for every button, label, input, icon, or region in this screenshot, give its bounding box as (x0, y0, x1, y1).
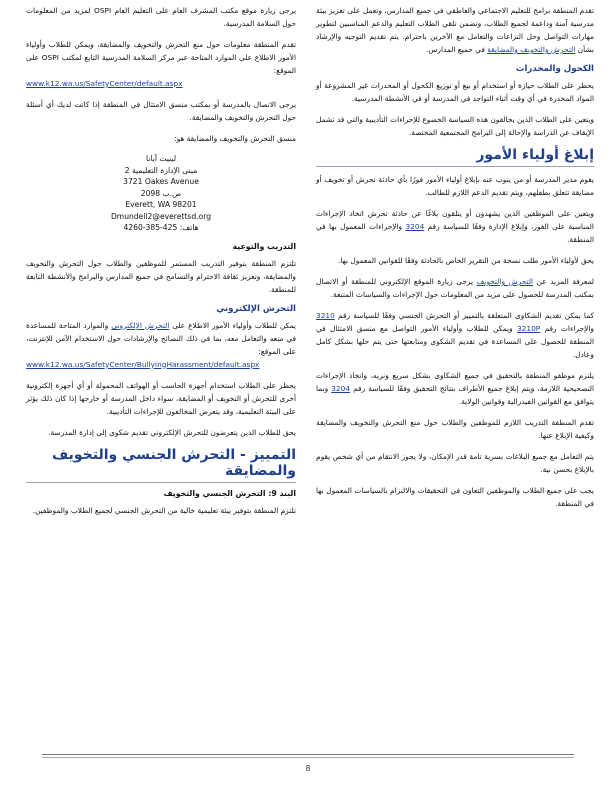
text: تقدم المنطقة معلومات حول منع التحرش والتخويف والمضايقة، ويمكن للطلاب وأولياء الأمور الاطلاع على الموارد المتاحة عبر مركز السلامة المدرسية التابع لمكتب (26, 40, 297, 62)
section-heading-discrimination: التمييز - التحرش الجنسي والتخويف والمضايقة (26, 447, 296, 483)
text: والموارد المتاحة للمساعدة في منعه والتعامل معه، بما في ذلك النصائح والإرشادات حول الاستخدام الآمن للإنترنت، على الموقع: (26, 320, 296, 356)
bullying-harassment-url-link[interactable]: www.k12.wa.us/SafetyCenter/BullyingHarassment/default.aspx (26, 359, 260, 369)
paragraph (26, 38, 296, 90)
footer-rule-secondary (42, 757, 574, 758)
paragraph: يحق للطلاب الذين يتعرضون للتحرش الإلكتروني تقديم شكوى إلى إدارة المدرسة. (48, 427, 296, 437)
section-heading-report: إبلاغ أولياء الأمور (316, 147, 594, 167)
cyberbullying-link[interactable]: التحرش الإلكتروني (111, 320, 170, 330)
text: يمكن للطلاب وأولياء الأمور الاطلاع على (172, 320, 296, 330)
bullying-link[interactable]: التحرش والتخويف والمضايقة (487, 45, 576, 54)
section-heading-drugs: الكحول والمخدرات (515, 64, 594, 74)
paragraph: يحظر على الطلاب حيازة أو استخدام أو بيع أو توزيع الكحول أو المخدرات غير المشروعة أو المواد المخدرة في أي وقت أثناء التواجد في المدرسة أو في الأنشطة المدرسية. (316, 81, 594, 103)
footer-rule (42, 754, 574, 755)
policy-3204-link-2[interactable]: 3204 (331, 384, 351, 393)
contact-email[interactable]: Dmundell2@everettsd.org (110, 211, 212, 221)
text: كما يمكن تقديم الشكاوى المتعلقة بالتمييز أو التحرش الجنسي وفقًا للسياسة رقم (338, 311, 594, 320)
section-heading-cyber: التحرش الإلكتروني (216, 303, 296, 314)
text: يلتزم موظفو المنطقة بالتحقيق في جميع الشكاوى بشكل سريع ونزيه، واتخاذ الإجراءات التصحيحية اللازمة، ويتم إبلاغ جميع الأطراف بنتائج التحقيق وفقًا للسياسة رقم (316, 371, 594, 393)
contact-pobox: ص.ب 2098 (140, 188, 182, 198)
policy-3210-link[interactable]: 3210 (316, 311, 335, 320)
safety-center-link[interactable]: www.k12.wa.us/SafetyCenter/default.aspx (26, 79, 183, 88)
paragraph: منسق التحرش والتخويف والمضايقة هو: (174, 134, 296, 143)
paragraph: يتم التعامل مع جميع البلاغات بسرية تامة قدر الإمكان، ولا يجوز الانتقام من أي شخص يقوم بالإبلاغ بحسن نية. (316, 452, 594, 474)
paragraph: يجب على جميع الطلاب والموظفين التعاون في التحقيقات والالتزام بالسياسات المعمول بها في المنطقة. (316, 486, 594, 508)
contact-city: Everett, WA 98201 (125, 200, 197, 209)
text: ويتعين على الموظفين الذين يشهدون أو يتلقون بلاغًا عن حادثة تحرش اتخاذ الإجراءات المناسبة على الفور، وإبلاغ الإدارة وفقًا للسياسة رقم (316, 209, 594, 231)
paragraph (316, 309, 594, 361)
paragraph (316, 4, 594, 56)
procedure-3210p-link[interactable]: 3210P (516, 324, 541, 333)
right-column (316, 4, 594, 518)
text: تقدم المنطقة برامج للتعليم الاجتماعي والعاطفي في جميع المدارس، وتعمل على تعزيز بيئة مدرسية آمنة وداعمة لجميع الطلاب، وتضمن تلقي الطلاب التعليم والدعم المناسبين لتطوير مهارات التواصل وحل النزاعات والتعامل مع الآخرين باحترام. يتم تقديم التوجيه والإرشاد بشأن (316, 6, 594, 54)
text: OSPI على الموقع: (26, 53, 296, 75)
paragraph: يحظر على الطلاب استخدام أجهزة الحاسب أو الهواتف المحمولة أو أي أجهزة إلكترونية أخرى للتحرش أو التخويف أو المضايقة، سواء داخل المدرسة أو خارجها إذا كان ذلك يؤثر على البيئة التعليمية، وقد يتعرض المخالفون للإجراءات التأديبية. (26, 380, 296, 416)
paragraph: يرجى الاتصال بالمدرسة أو بمكتب منسق الامتثال في المنطقة إذا كانت لديك أي أسئلة حول التحرش والتخويف والمضايقة. (26, 100, 296, 122)
paragraph: تقدم المنطقة التدريب اللازم للموظفين والطلاب حول منع التحرش والتخويف والمضايقة وكيفية الإبلاغ عنها. (316, 418, 594, 440)
paragraph: يحق لأولياء الأمور طلب نسخة من التقرير الخاص بالحادثة وفقًا للقوانين المعمول بها. (338, 256, 594, 265)
text: وبما يتوافق مع القوانين الفيدرالية وقوانين الولاية. (316, 384, 594, 406)
text: في جميع المدارس. (426, 45, 485, 54)
text: لمعرفة المزيد عن (536, 277, 594, 286)
subheading-sexual-harassment: البند 9: التحرش الجنسي والتخويف (163, 488, 296, 498)
text: يرجى زيارة الموقع الإلكتروني للمنطقة أو الاتصال بمكتب المدرسة للحصول على مزيد من المعلومات حول الإجراءات والسياسات المتبعة. (316, 277, 594, 299)
paragraph: تلتزم المنطقة بتوفير بيئة تعليمية خالية من التحرش الجنسي لجميع الطلاب والموظفين. (32, 505, 296, 515)
text: والإجراءات المعمول بها في المنطقة. (316, 222, 594, 244)
harassment-link[interactable]: التحرش والتخويف (476, 277, 533, 286)
paragraph: تلتزم المنطقة بتوفير التدريب المستمر للموظفين والطلاب حول التحرش والتخويف والمضايقة، وتعزيز ثقافة الاحترام والتسامح في جميع المدارس والبرامج والأنشطة التابعة للمنطقة. (26, 258, 296, 294)
contact-name: لينيت آيانا (145, 154, 177, 163)
paragraph (26, 319, 296, 371)
contact-street: 3721 Oakes Avenue (123, 177, 199, 186)
paragraph (316, 207, 594, 246)
contact-block (26, 153, 296, 234)
paragraph (316, 275, 594, 301)
left-column (26, 4, 296, 525)
contact-office: مبنى الإدارة التعليمية 2 (124, 165, 198, 175)
paragraph (316, 369, 594, 408)
policy-3204-link[interactable]: 3204 (405, 222, 425, 231)
page-number: 8 (305, 764, 311, 773)
subheading-training: التدريب والتوعية (232, 241, 296, 251)
paragraph: يرجى زيارة موقع مكتب المشرف العام على التعليم العام OSPI لمزيد من المعلومات حول السلامة المدرسية. (26, 6, 296, 28)
text: والإجراءات رقم (544, 324, 594, 333)
contact-phone: هاتف: 425-385-4260 (123, 223, 199, 232)
paragraph: يقوم مدير المدرسة أو من ينوب عنه بإبلاغ أولياء الأمور فورًا بأي حادثة تحرش أو تخويف أو مضايقة تتعلق بطفلهم، ويتم تقديم الدعم اللازم للطالب. (316, 175, 594, 197)
paragraph: ويتعين على الطلاب الذين يخالفون هذه السياسة الخضوع للإجراءات التأديبية والتي قد تشمل الإيقاف عن الدراسة والإحالة إلى البرامج المجتمعية المختصة. (316, 115, 594, 137)
text: ويمكن للطلاب وأولياء الأمور التواصل مع منسق الامتثال في المنطقة للحصول على المساعدة في تقديم الشكوى ومتابعتها حتى يتم حلها بشكل كامل وعادل. (316, 324, 594, 359)
